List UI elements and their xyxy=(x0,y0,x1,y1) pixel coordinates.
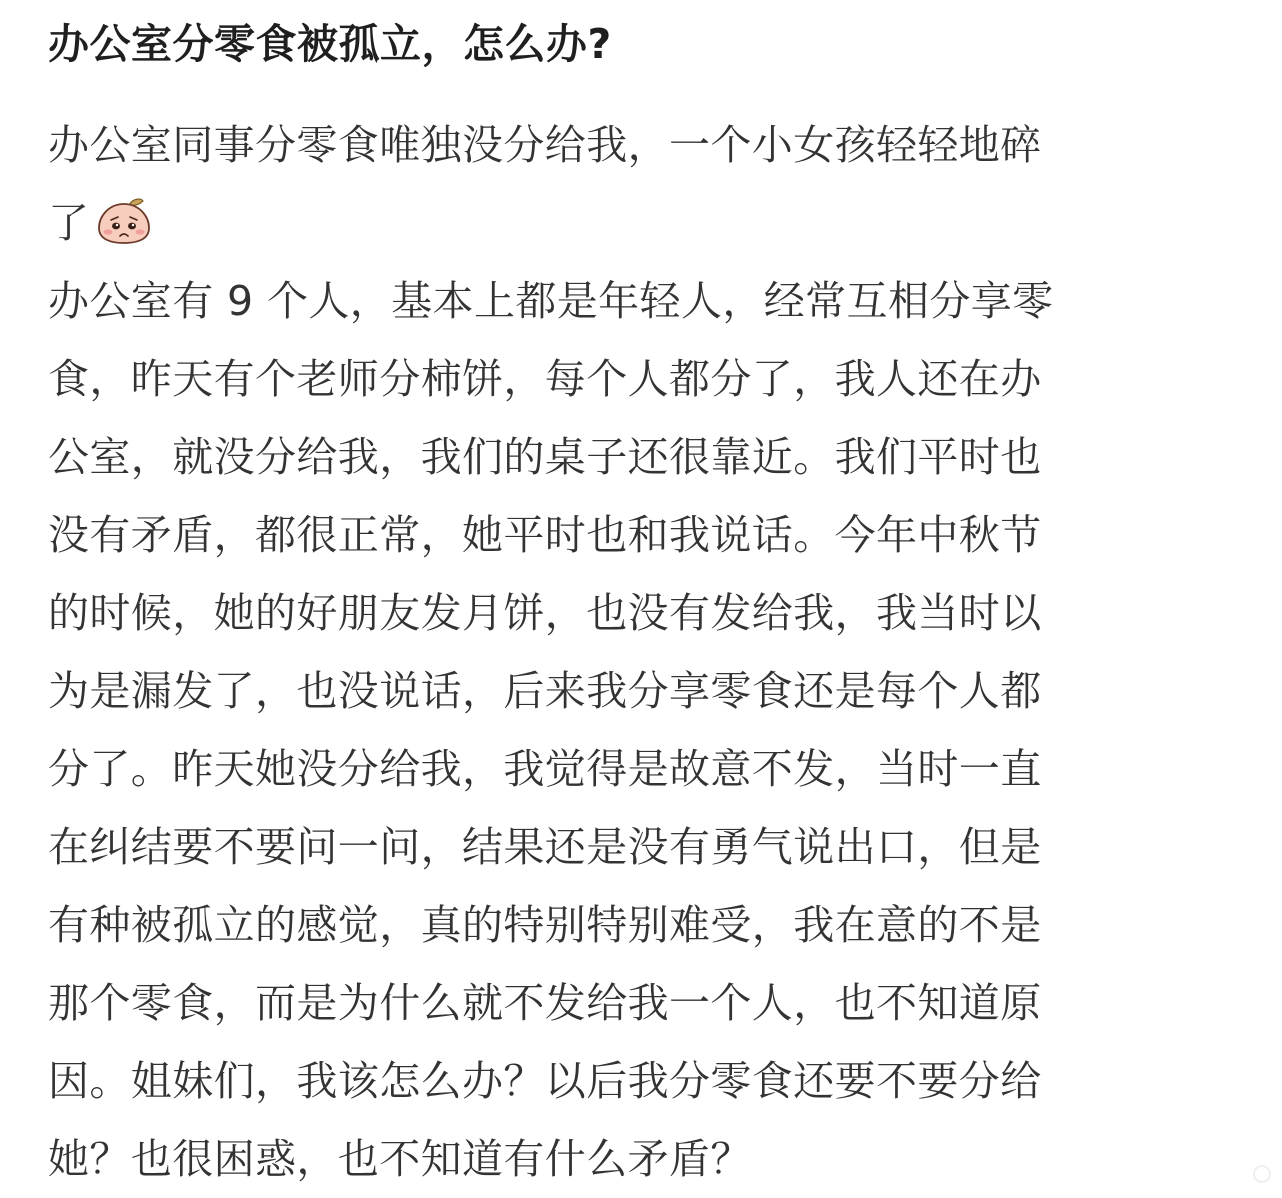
post-line: 有种被孤立的感觉，真的特别特别难受，我在意的不是 xyxy=(48,901,1042,949)
post-line-with-emoji xyxy=(48,184,1228,262)
post-line: 的时候，她的好朋友发月饼，也没有发给我，我当时以 xyxy=(48,589,1042,637)
post-line-text: 了 xyxy=(48,199,90,247)
post-title: 办公室分零食被孤立，怎么办? xyxy=(48,20,612,68)
corner-watermark-icon xyxy=(1252,1164,1272,1184)
post-line: 因。姐妹们，我该怎么办？以后我分零食还要不要分给 xyxy=(48,1057,1042,1105)
crying-peach-emoji-icon xyxy=(95,197,153,245)
post-line: 食，昨天有个老师分柿饼，每个人都分了，我人还在办 xyxy=(48,355,1042,403)
post-line: 分了。昨天她没分给我，我觉得是故意不发，当时一直 xyxy=(48,745,1042,793)
post-line: 办公室有 9 个人，基本上都是年轻人，经常互相分享零 xyxy=(48,277,1054,325)
post-line: 公室，就没分给我，我们的桌子还很靠近。我们平时也 xyxy=(48,433,1042,481)
post-line: 她？也很困惑，也不知道有什么矛盾？ xyxy=(48,1135,752,1183)
post-line: 那个零食，而是为什么就不发给我一个人，也不知道原 xyxy=(48,979,1042,1027)
post-line: 没有矛盾，都很正常，她平时也和我说话。今年中秋节 xyxy=(48,511,1042,559)
post-line: 办公室同事分零食唯独没分给我，一个小女孩轻轻地碎 xyxy=(48,121,1042,169)
post-line: 为是漏发了，也没说话，后来我分享零食还是每个人都 xyxy=(48,667,1042,715)
post-body xyxy=(48,106,1228,1198)
post xyxy=(48,0,1228,1198)
post-line: 在纠结要不要问一问，结果还是没有勇气说出口，但是 xyxy=(48,823,1042,871)
